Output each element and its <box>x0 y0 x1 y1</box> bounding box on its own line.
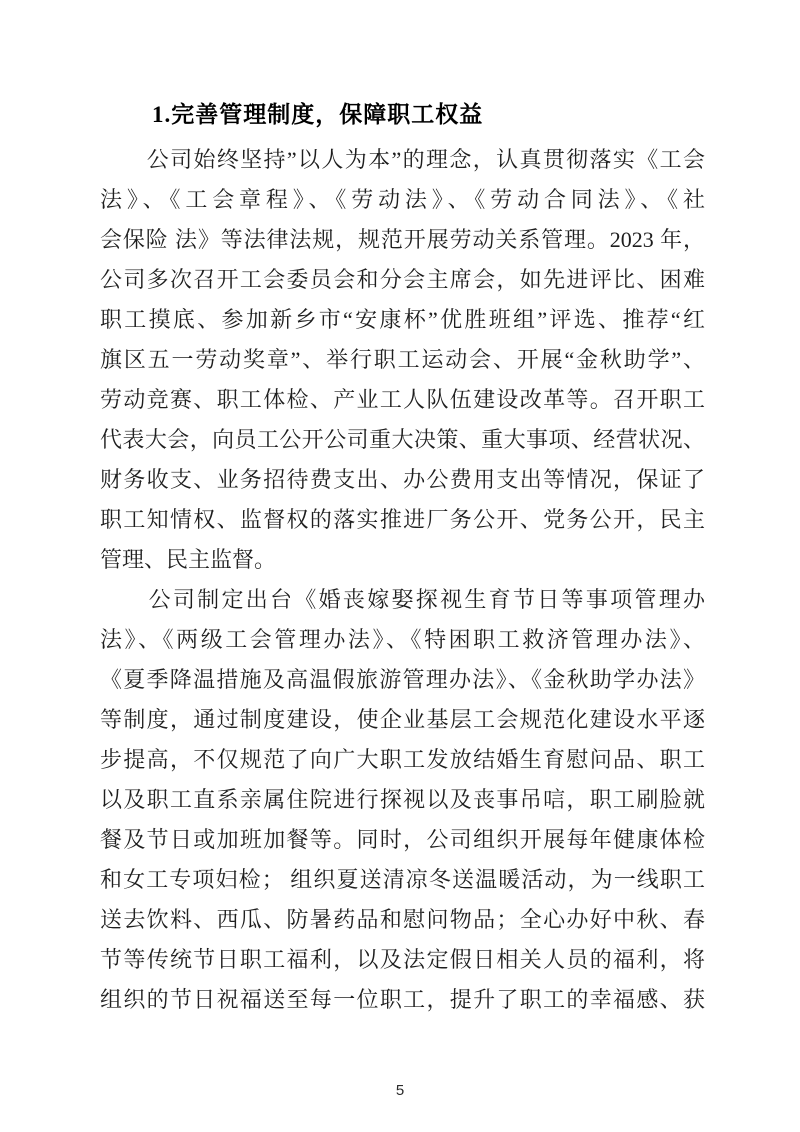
text-line: 《夏季降温措施及高温假旅游管理办法》、《金秋助学办法》 <box>100 667 705 692</box>
text-line: 组织的节日祝福送至每一位职工，提升了职工的幸福感、获 <box>100 987 705 1012</box>
text-line: 和女工专项妇检； 组织夏送清凉冬送温暖活动，为一线职工 <box>100 867 705 892</box>
text-line: 餐及节日或加班加餐等。同时，公司组织开展每年健康体检 <box>100 827 705 852</box>
text-line: 法》、《两级工会管理办法》、《特困职工救济管理办法》、 <box>100 627 705 652</box>
text-line: 节等传统节日职工福利，以及法定假日相关人员的福利，将 <box>100 947 705 972</box>
text-line: 法》、《工会章程》、《劳动法》、《劳动合同法》、《社 <box>100 187 705 212</box>
text-line: 公司制定出台《婚丧嫁娶探视生育节日等事项管理办 <box>100 587 705 612</box>
text-line: 代表大会，向员工公开公司重大决策、重大事项、经营状况、 <box>100 427 705 452</box>
text-line: 步提高，不仅规范了向广大职工发放结婚生育慰问品、职工 <box>100 747 705 772</box>
text-line: 职工摸底、参加新乡市“安康杯”优胜班组”评选、推荐“红 <box>100 307 705 332</box>
text-line: 送去饮料、西瓜、防暑药品和慰问物品；全心办好中秋、春 <box>100 907 705 932</box>
paragraph-company-policy <box>100 140 705 580</box>
text-line: 以及职工直系亲属住院进行探视以及丧事吊唁，职工刷脸就 <box>100 787 705 812</box>
section-heading: 1.完善管理制度，保障职工权益 <box>152 102 484 127</box>
text-line: 职工知情权、监督权的落实推进厂务公开、党务公开，民主 <box>100 507 705 532</box>
text-line: 公司始终坚持”以人为本”的理念，认真贯彻落实《工会 <box>100 147 705 172</box>
text-line: 等制度，通过制度建设，使企业基层工会规范化建设水平逐 <box>100 707 705 732</box>
text-line: 财务收支、业务招待费支出、办公费用支出等情况，保证了 <box>100 467 705 492</box>
text-line: 旗区五一劳动奖章”、举行职工运动会、开展“金秋助学”、 <box>100 347 705 372</box>
text-line: 劳动竞赛、职工体检、产业工人队伍建设改革等。召开职工 <box>100 387 705 412</box>
text-line: 管理、民主监督。 <box>100 547 277 572</box>
text-line: 公司多次召开工会委员会和分会主席会，如先进评比、困难 <box>100 267 705 292</box>
paragraph-regulations-welfare <box>100 580 705 1020</box>
document-body <box>100 97 705 1020</box>
text-line: 会保险 法》等法律法规，规范开展劳动关系管理。2023 年， <box>100 227 705 252</box>
page-number: 5 <box>395 1082 405 1099</box>
